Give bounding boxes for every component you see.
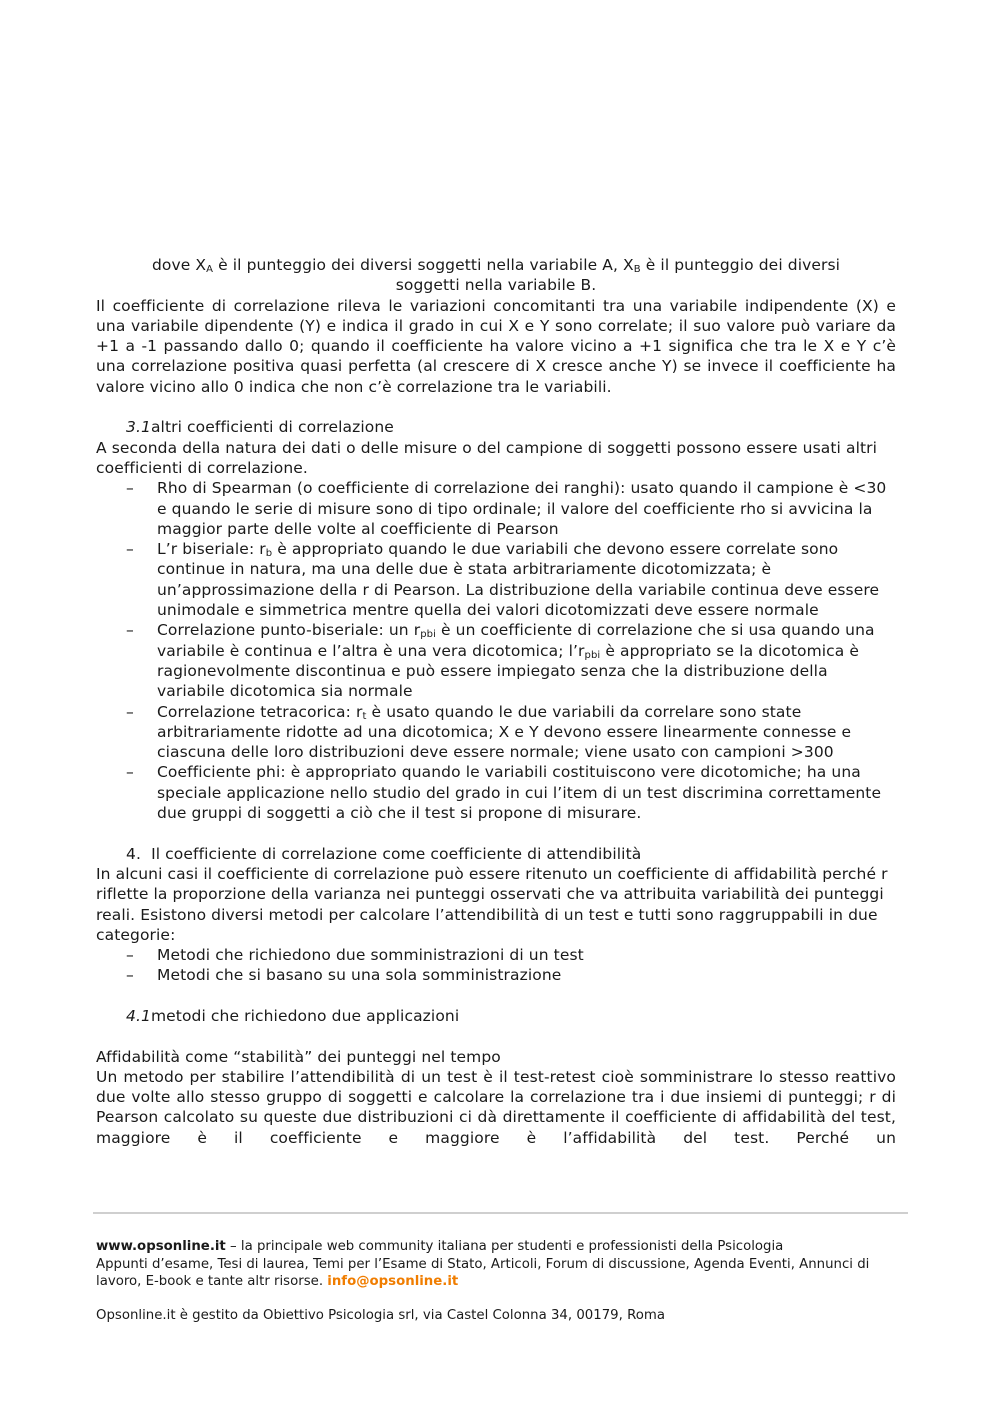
legend-text: soggetti nella variabile B. [395,276,597,295]
paragraph-correlation: Il coefficiente di correlazione rileva le variazioni concomitanti tra una variabile indipendente (X) e una variabile dipendente (Y) e indica il grado in cui X e Y sono correlate; il suo valore può variare da +1 a -1 passando dallo 0; quando il coefficiente ha valore vicino a +1 significa che tra le X e Y c’è una correlazione positiva quasi perfetta (al crescere di X cresce anche Y) se invece il coefficiente ha valore vicino allo 0 indica che non c’è correlazione tra le variabili. [96,296,896,396]
formula-legend [96,255,896,296]
section-heading-3-1 [96,417,896,437]
footer-line-1: www.opsonline.it – la principale web community italiana per studenti e professionisti della Psicologia [96,1239,784,1254]
page-footer [96,1238,906,1324]
list-item: – Metodi che richiedono due somministrazioni di un test [126,946,584,965]
legend-text: è il punteggio dei diversi [640,256,841,274]
section-intro: A seconda della natura dei dati o delle misure o del campione di soggetti possono essere usati altri coefficienti di correlazione. [96,438,878,477]
section-heading-4 [96,844,896,864]
coefficient-list [96,478,896,823]
subscript: t [362,710,367,722]
list-item: – Rho di Spearman (o coefficiente di correlazione dei ranghi): usato quando il campione è <30 e quando le serie di misure sono di tipo ordinale; il valore del coefficiente rho si avvicina la maggior parte delle volte al coefficiente di Pearson [126,479,887,538]
list-item: – L’r biseriale: $r_b$ è appropriato quando le due variabili che devono essere correlate sono continue in natura, ma una delle due è stata arbitrariamente dicotomizzata; è un’approssimazione della r di Pearson. La distribuzione della variabile continua deve essere unimodale e simmetrica mentre quella dei valori dicotomizzati deve essere normale [126,540,880,620]
section-title: Il coefficiente di correlazione come coefficiente di attendibilità [151,844,642,863]
site-link[interactable]: www.opsonline.it [96,1239,226,1254]
paragraph-test-retest: Un metodo per stabilire l’attendibilità di un test è il test-retest cioè somministrare lo stesso reattivo due volte allo stesso gruppo di soggetti e calcolare la correlazione tra i due insiemi di punteggi; r di Pearson calcolato su queste due distribuzioni ci dà direttamente il coefficiente di affidabilità del test, maggiore è il coefficiente e maggiore è l’affidabilità del test. Perché un [96,1067,896,1147]
subscript: B [633,264,641,275]
footer-divider [93,1212,908,1214]
legend-text: dove X [151,256,207,274]
subscript: b [265,548,273,560]
subscript: A [206,264,214,275]
subscript: pbi [584,649,601,661]
document-body [96,255,896,1148]
section-number: 4. [126,844,141,863]
section-number: 4.1 [126,1006,151,1025]
footer-line-2: Appunti d’esame, Tesi di laurea, Temi per l’Esame di Stato, Articoli, Forum di discussione, Agenda Eventi, Annunci di lavoro, E-book e tante altr risorse. info@opsonline.it [96,1256,870,1289]
section-heading-4-1 [96,1006,896,1026]
list-item: – Correlazione punto-biseriale: un $r_{pbi}$ è un coefficiente di correlazione che si usa quando una variabile è continua e l’altra è una vera dicotomica; $l’r_{pbi}$ è appropriato se la dicotomica è ragionevolmente discontinua e può essere impiegato senza che la distribuzione della variabile dicotomica sia normale [126,621,875,701]
list-item: – Correlazione tetracorica: $r_t$ è usato quando le due variabili da correlare sono state arbitrariamente ridotte ad una dicotomica; X e Y devono essere linearmente connesse e ciascuna delle loro distribuzioni deve essere normale; viene usato con campioni >300 [126,702,852,762]
subsection-title: Affidabilità come “stabilità” dei punteggi nel tempo [96,1047,501,1066]
subscript: pbi [420,629,436,641]
email-link[interactable]: info@opsonline.it [327,1274,459,1289]
section-number: 3.1 [126,418,151,437]
section-title: metodi che richiedono due applicazioni [150,1006,460,1025]
legend-text: è il punteggio dei diversi soggetti nella variabile A, X [213,256,634,274]
list-item: – Metodi che si basano su una sola somministrazione [126,966,562,985]
section-intro: In alcuni casi il coefficiente di correlazione può essere ritenuto un coefficiente di affidabilità perché r riflette la proporzione della varianza nei punteggi osservati che va attribuita variabilità dei punteggi reali. Esistono diversi metodi per calcolare l’attendibilità di un test e tutti sono raggruppabili in due categorie: [96,864,888,944]
section-title: altri coefficienti di correlazione [150,418,394,437]
methods-list [96,945,896,986]
list-item: – Coefficiente phi: è appropriato quando le variabili costituiscono vere dicotomiche; ha una speciale applicazione nello studio del grado in cui l’item di un test discrimina correttamente due gruppi di soggetti a ciò che il test si propone di misurare. [126,763,882,823]
footer-line-3: Opsonline.it è gestito da Obiettivo Psicologia srl, via Castel Colonna 34, 00179, Roma [96,1307,665,1323]
